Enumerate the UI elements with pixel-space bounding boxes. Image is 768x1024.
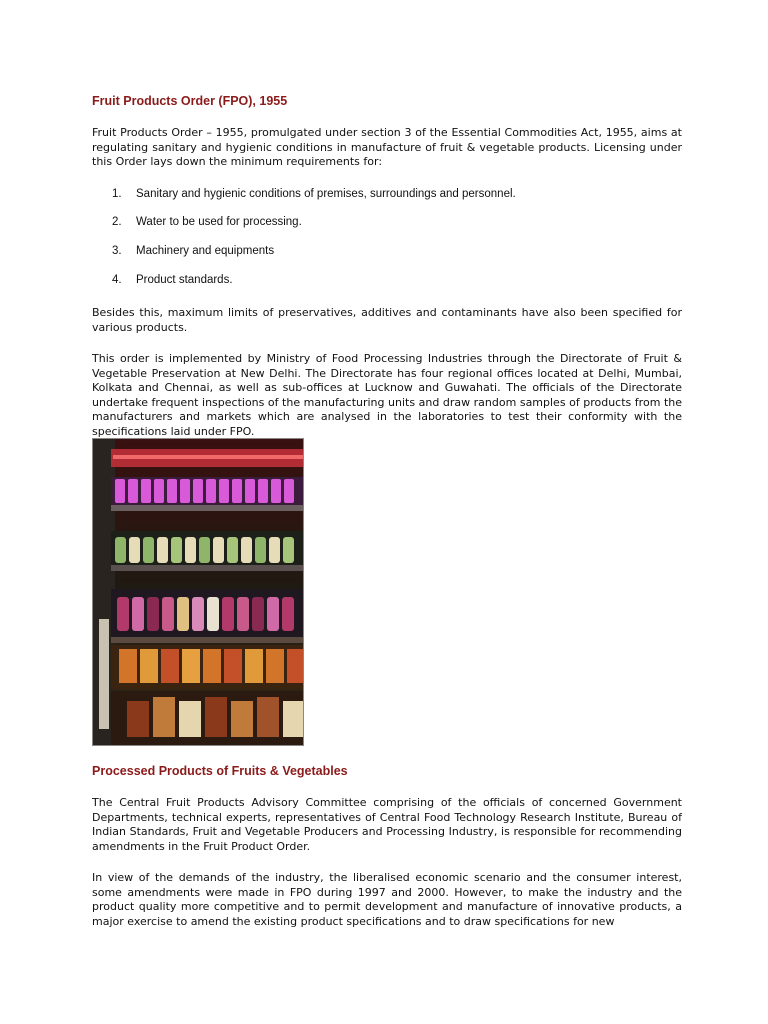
list-item [112, 188, 516, 200]
store-shelf-photo [92, 438, 304, 746]
shelf-illustration [93, 439, 303, 745]
list-item-number: 2. [112, 216, 122, 228]
list-item-text: Water to be used for processing. [136, 216, 302, 228]
list-item [112, 245, 274, 257]
committee-paragraph: The Central Fruit Products Advisory Committee comprising of the officials of concerned Government Departments, technical experts, representatives of Central Food Technology Research Institute, Bureau of Indian Standards, Fruit and Vegetable Producers and Processing Industry, is responsible for recommending amendments in the Fruit Product Order. [92, 796, 682, 853]
list-item-text: Product standards. [136, 274, 233, 286]
implementation-paragraph: This order is implemented by Ministry of Food Processing Industries through the Directorate of Fruit & Vegetable Preservation at New Delhi. The Directorate has four regional offices located at Delhi, Mumbai, Kolkata and Chennai, as well as sub-offices at Lucknow and Guwahati. The officials of the Directorate undertake frequent inspections of the manufacturing units and draw random samples of products from the manufacturers and markets which are analysed in the laboratories to test their conformity with the specifications laid under FPO. [92, 352, 682, 438]
list-item-number: 3. [112, 245, 122, 257]
limits-paragraph: Besides this, maximum limits of preservatives, additives and contaminants have also been specified for various products. [92, 306, 682, 334]
section-heading-fpo: Fruit Products Order (FPO), 1955 [92, 94, 288, 108]
list-item-text: Sanitary and hygienic conditions of premises, surroundings and personnel. [136, 188, 516, 200]
list-item-text: Machinery and equipments [136, 245, 275, 257]
list-item [112, 216, 302, 228]
list-item [112, 274, 233, 286]
list-item-number: 1. [112, 188, 122, 200]
section-heading-processed-products: Processed Products of Fruits & Vegetables [92, 764, 348, 778]
intro-paragraph: Fruit Products Order – 1955, promulgated under section 3 of the Essential Commodities Act, 1955, aims at regulating sanitary and hygienic conditions in manufacture of fruit & vegetable products. Licensing under this Order lays down the minimum requirements for: [92, 126, 682, 168]
list-item-number: 4. [112, 274, 122, 286]
amendments-paragraph: In view of the demands of the industry, the liberalised economic scenario and the consumer interest, some amendments were made in FPO during 1997 and 2000. However, to make the industry and the product quality more competitive and to permit development and manufacture of innovative products, a major exercise to amend the existing product specifications and to draw specifications for new [92, 871, 682, 928]
